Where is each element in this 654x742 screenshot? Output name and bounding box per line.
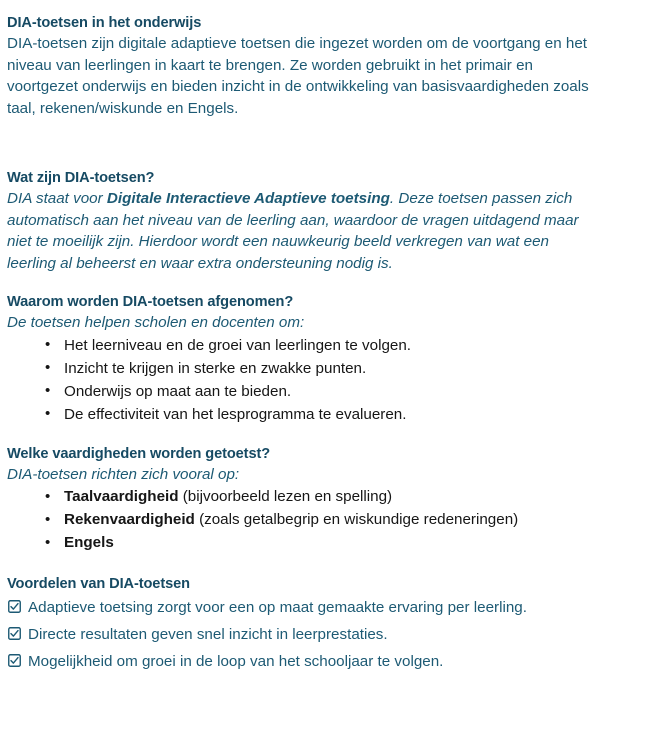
what-heading: Wat zijn DIA-toetsen? [7, 170, 155, 186]
benefits-list [7, 597, 646, 673]
list-item-label: Rekenvaardigheid [64, 511, 195, 528]
section-spacer [7, 426, 646, 445]
section-spacer [7, 554, 646, 575]
list-item [7, 531, 646, 554]
list-item: • Het leerniveau en de groei van leerlingen te volgen. [7, 334, 646, 357]
skills-intro: DIA-toetsen richten zich vooral op: [7, 465, 240, 483]
list-item: • Onderwijs op maat aan te bieden. [7, 380, 646, 403]
list-item-text: Mogelijkheid om groei in de loop van het schooljaar te volgen. [28, 653, 444, 670]
list-item [7, 624, 646, 646]
skills-heading: Welke vaardigheden worden getoetst? [7, 445, 271, 462]
list-item [7, 485, 646, 508]
list-item-text: Adaptieve toetsing zorgt voor een op maat gemaakte ervaring per leerling. [28, 599, 527, 616]
checkbox-checked-icon [8, 600, 21, 613]
section-skills-tested [7, 445, 646, 555]
section-intro [7, 14, 646, 119]
list-item: • Inzicht te krijgen in sterke en zwakke punten. [7, 357, 646, 380]
section-why-administered [7, 293, 646, 426]
why-list [7, 334, 646, 426]
benefits-heading: Voordelen van DIA-toetsen [7, 576, 190, 592]
list-item-detail: (bijvoorbeeld lezen en spelling) [178, 488, 393, 505]
list-item-detail: (zoals getalbegrip en wiskundige redeneringen) [194, 511, 519, 528]
what-paragraph-post: . Deze toetsen passen zich automatisch aan het niveau van de leerling aan, waardoor de vragen uitdagend maar niet te moeilijk zijn. Hierdoor wordt een nauwkeurig beeld verkregen van wat een leerling al beheerst en waar extra ondersteuning nodig is. [7, 190, 579, 272]
list-item [7, 597, 646, 619]
list-item-label: Engels [64, 534, 114, 551]
why-intro: De toetsen helpen scholen en docenten om: [7, 314, 305, 331]
list-item-text: Directe resultaten geven snel inzicht in leerprestaties. [28, 626, 388, 643]
intro-paragraph: DIA-toetsen zijn digitale adaptieve toetsen die ingezet worden om de voortgang en het niveau van leerlingen in kaart te brengen. Ze worden gebruikt in het primair en voortgezet onderwijs en bieden inzicht in de ontwikkeling van basisvaardigheden zoals taal, rekenen/wiskunde en Engels. [7, 35, 589, 117]
why-heading: Waarom worden DIA-toetsen afgenomen? [7, 294, 294, 310]
what-paragraph [7, 188, 599, 274]
what-paragraph-pre: DIA staat voor [7, 190, 107, 207]
checkbox-checked-icon [8, 654, 21, 667]
list-item-label: Taalvaardigheid [64, 488, 179, 505]
intro-heading: DIA-toetsen in het onderwijs [7, 15, 202, 31]
skills-list [7, 485, 646, 554]
section-benefits [7, 575, 646, 673]
what-paragraph-bold: Digitale Interactieve Adaptieve toetsing [106, 190, 390, 207]
list-item [7, 508, 646, 531]
section-spacer [7, 119, 646, 169]
section-what-are-dia-tests [7, 169, 646, 274]
list-item [7, 651, 646, 673]
section-spacer [7, 274, 646, 293]
checkbox-checked-icon [8, 627, 21, 640]
list-item: • De effectiviteit van het lesprogramma te evalueren. [7, 403, 646, 426]
